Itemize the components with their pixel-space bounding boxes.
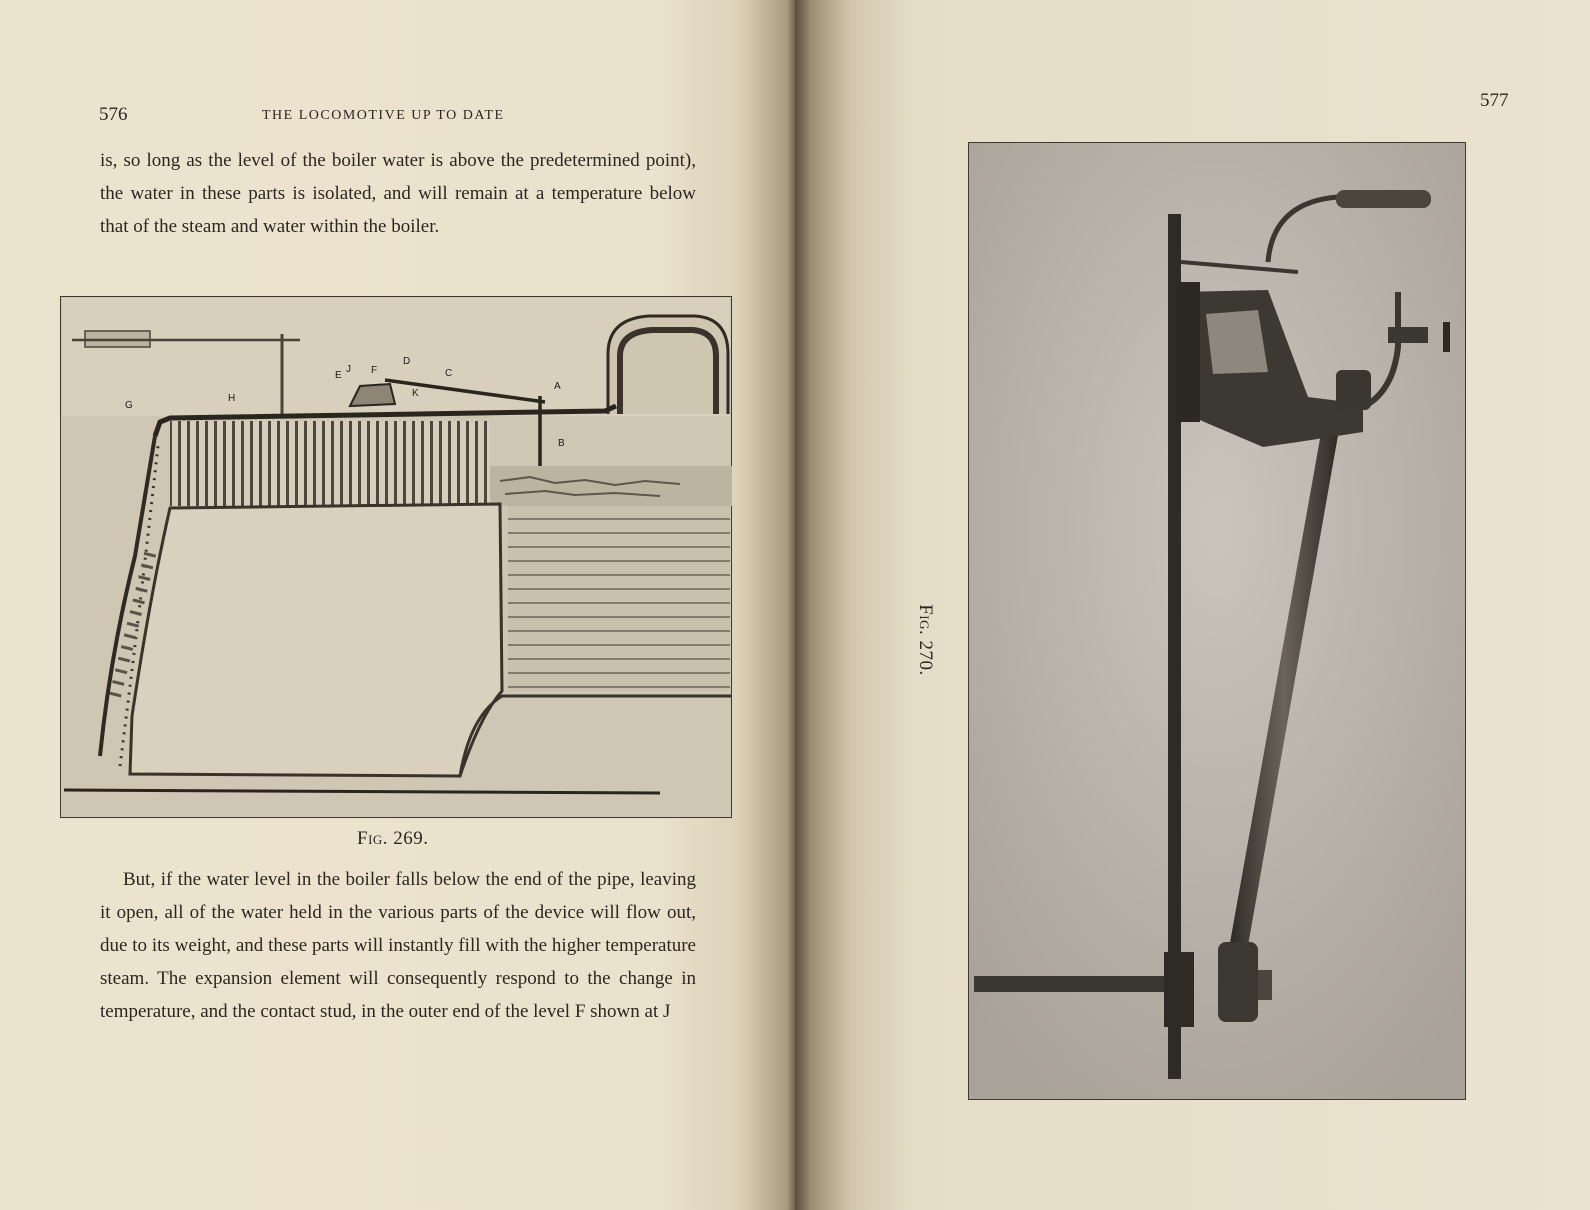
paragraph-top: is, so long as the level of the boiler water is above the predetermined point), the water in these parts is isolated, and will remain at a temperature below that of the steam and water within the boiler. bbox=[100, 150, 696, 237]
label-d: D bbox=[403, 356, 411, 367]
label-c: C bbox=[445, 368, 453, 379]
insulated-handle bbox=[1336, 190, 1431, 208]
page-number-left: 576 bbox=[99, 104, 128, 125]
bottom-flange bbox=[1164, 952, 1194, 1027]
label-f: F bbox=[371, 365, 378, 376]
right-page bbox=[795, 0, 1590, 1210]
casting-window bbox=[1206, 310, 1268, 374]
page-number-right: 577 bbox=[1480, 90, 1509, 111]
label-k: K bbox=[412, 388, 419, 399]
flue-tubes bbox=[170, 421, 490, 506]
label-b: B bbox=[558, 438, 565, 449]
valve-body bbox=[1388, 327, 1428, 343]
label-h: H bbox=[228, 393, 236, 404]
figure-269 bbox=[60, 296, 732, 818]
boiler-diagram bbox=[60, 296, 732, 818]
tender-planks bbox=[508, 506, 730, 691]
figure-269-caption: Fig. 269. bbox=[357, 828, 429, 849]
label-j: J bbox=[346, 364, 351, 375]
upper-flange bbox=[1176, 282, 1200, 422]
figure-270 bbox=[968, 142, 1466, 1100]
label-a: A bbox=[554, 381, 561, 392]
bottom-pipe bbox=[974, 976, 1174, 992]
label-e: E bbox=[335, 370, 342, 381]
photo-background bbox=[968, 142, 1466, 1100]
bottom-cap bbox=[1258, 970, 1272, 1000]
bottom-fitting bbox=[1218, 942, 1258, 1022]
apparatus-photo bbox=[968, 142, 1466, 1100]
running-head: THE LOCOMOTIVE UP TO DATE bbox=[262, 108, 505, 123]
paragraph-bottom: But, if the water level in the boiler falls below the end of the pipe, leaving it open, all of the water held in the various parts of the device will flow out, due to its weight, and these parts will instantly fill with the higher temperature steam. The expansion element will consequently respond to the change in temperature, and the contact stud, in the outer end of the level F shown at J bbox=[100, 869, 696, 1022]
firebox bbox=[130, 504, 502, 776]
figure-270-caption: Fig. 270. bbox=[915, 604, 936, 676]
water-band bbox=[490, 466, 732, 506]
label-g: G bbox=[125, 400, 133, 411]
valve-wheel bbox=[1443, 322, 1450, 352]
